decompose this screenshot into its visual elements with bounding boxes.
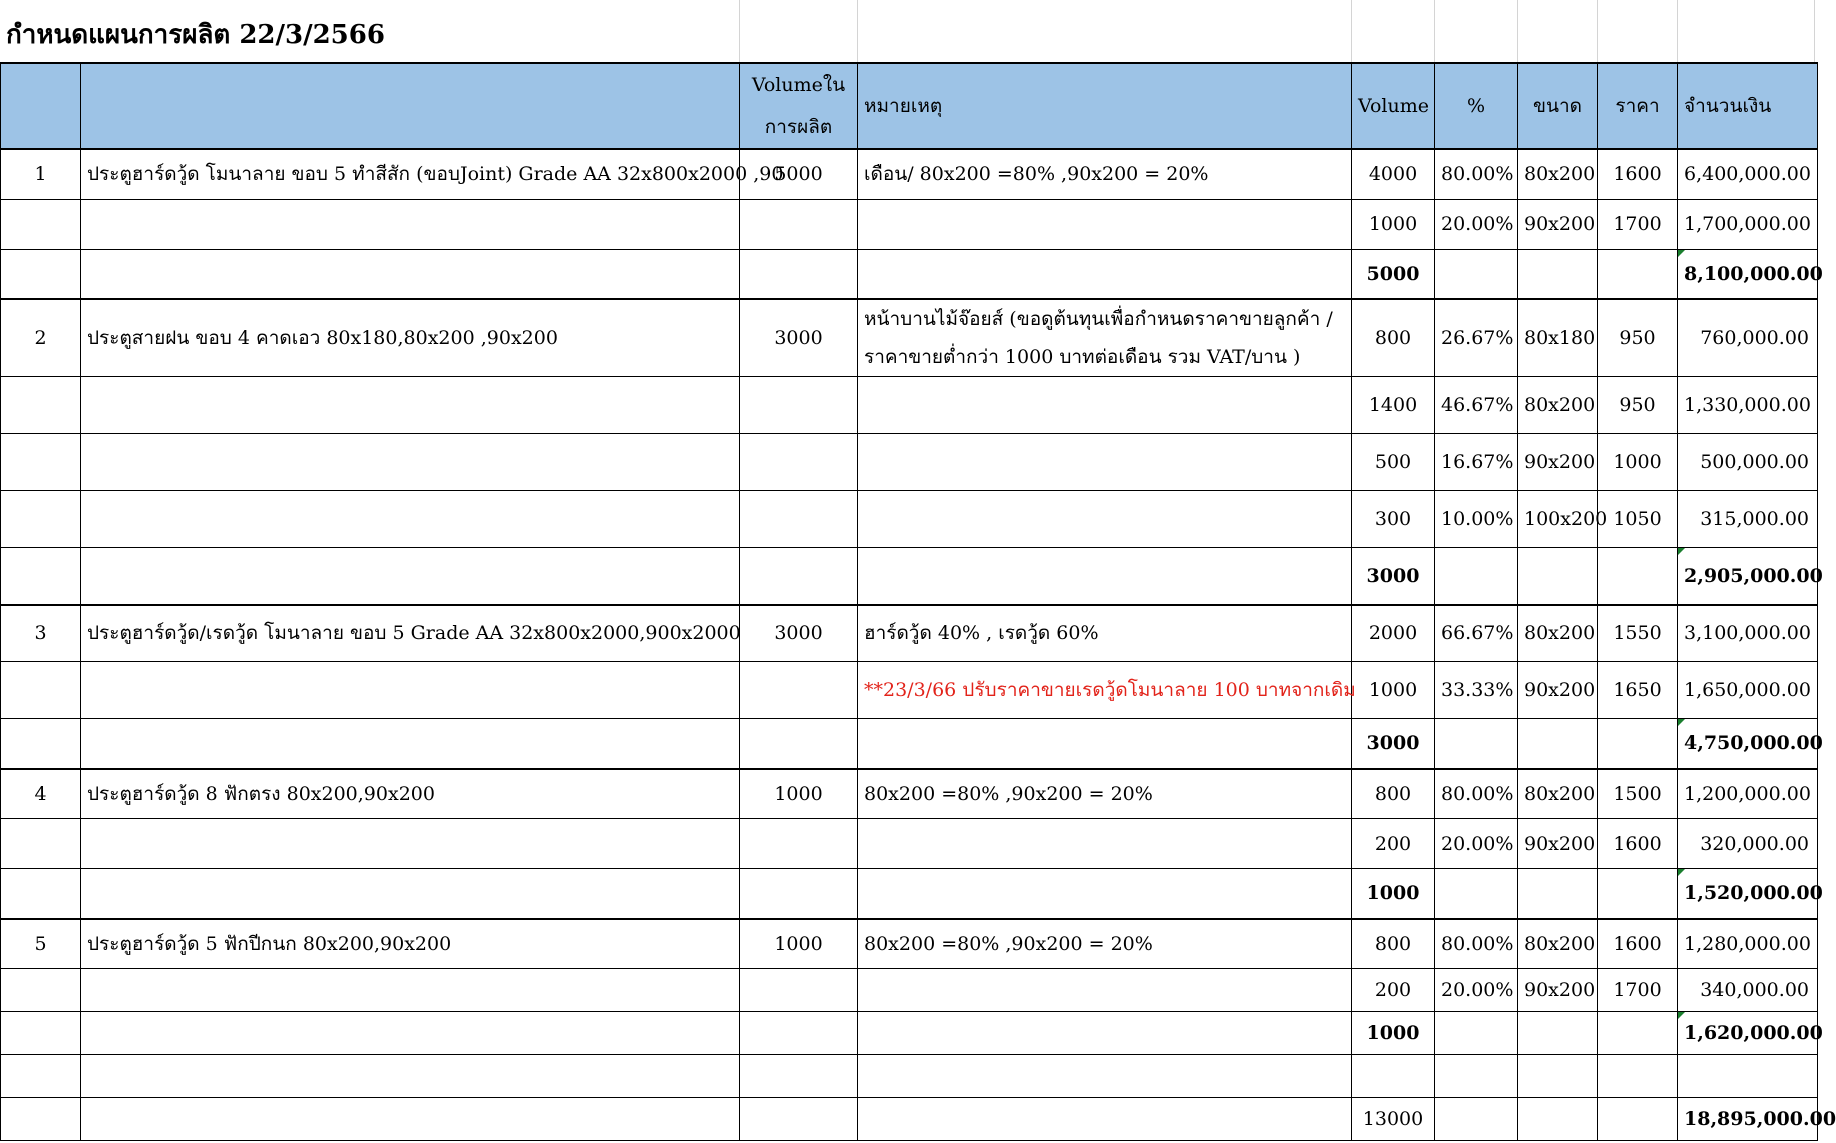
empty-cell[interactable] — [81, 719, 740, 769]
empty-cell[interactable] — [1, 869, 81, 919]
price-cell[interactable]: 1000 — [1598, 434, 1678, 491]
row-number[interactable] — [1, 491, 81, 548]
percent-cell[interactable]: 33.33% — [1435, 662, 1518, 719]
volume-cell[interactable]: 800 — [1352, 919, 1435, 969]
table-row — [1, 149, 1818, 199]
amount-cell[interactable]: 3,100,000.00 — [1678, 605, 1818, 662]
remark-cell[interactable]: 80x200 =80% ,90x200 = 20% — [858, 919, 1352, 969]
item-name[interactable] — [81, 434, 740, 491]
empty-cell[interactable] — [1518, 548, 1598, 605]
percent-cell[interactable]: 80.00% — [1435, 919, 1518, 969]
gridline — [857, 0, 858, 62]
amount-cell[interactable]: 315,000.00 — [1678, 491, 1818, 548]
gridline — [1814, 0, 1815, 62]
row-number[interactable]: 5 — [1, 919, 81, 969]
item-name[interactable]: ประตูฮาร์ดวู้ด 5 ฟักปีกนก 80x200,90x200 — [81, 919, 740, 969]
production-volume[interactable] — [740, 491, 858, 548]
row-number[interactable] — [1, 377, 81, 434]
volume-cell[interactable]: 300 — [1352, 491, 1435, 548]
item-name[interactable] — [81, 491, 740, 548]
price-cell[interactable]: 1550 — [1598, 605, 1678, 662]
price-cell[interactable]: 1600 — [1598, 919, 1678, 969]
empty-cell[interactable] — [1518, 249, 1598, 299]
subtotal-volume[interactable]: 3000 — [1352, 719, 1435, 769]
production-volume[interactable] — [740, 434, 858, 491]
empty-cell[interactable] — [740, 869, 858, 919]
table-row — [1, 662, 1818, 719]
empty-cell[interactable] — [740, 719, 858, 769]
remark-cell[interactable] — [858, 434, 1352, 491]
table-row — [1, 819, 1818, 869]
remark-cell[interactable] — [858, 819, 1352, 869]
production-volume[interactable] — [740, 377, 858, 434]
table-row — [1, 969, 1818, 1012]
percent-cell[interactable]: 26.67% — [1435, 299, 1518, 377]
table-row — [1, 299, 1818, 377]
subtotal-amount[interactable]: 4,750,000.00 — [1678, 719, 1818, 769]
header-price[interactable]: ราคา — [1598, 63, 1678, 149]
amount-cell[interactable]: 6,400,000.00 — [1678, 149, 1818, 199]
subtotal-amount[interactable]: 8,100,000.00 — [1678, 249, 1818, 299]
item-name[interactable]: ประตูฮาร์ดวู้ด โมนาลาย ขอบ 5 ทำสีสัก (ขอบJoint) Grade AA 32x800x2000 ,90 — [81, 149, 740, 199]
empty-cell[interactable] — [1598, 1012, 1678, 1055]
volume-cell[interactable]: 4000 — [1352, 149, 1435, 199]
size-cell[interactable]: 90x200 — [1518, 199, 1598, 249]
gridline — [1351, 0, 1352, 62]
header-prod-volume[interactable]: Volumeในการผลิต — [740, 63, 858, 149]
row-number[interactable]: 1 — [1, 149, 81, 199]
page-title: กำหนดแผนการผลิต 22/3/2566 — [6, 20, 385, 50]
empty-cell[interactable] — [858, 1098, 1352, 1141]
empty-cell[interactable] — [1435, 1055, 1518, 1098]
empty-cell[interactable] — [858, 249, 1352, 299]
production-volume[interactable]: 3000 — [740, 299, 858, 377]
percent-cell[interactable]: 20.00% — [1435, 199, 1518, 249]
header-item[interactable] — [81, 63, 740, 149]
subtotal-volume[interactable]: 5000 — [1352, 249, 1435, 299]
amount-cell[interactable]: 1,280,000.00 — [1678, 919, 1818, 969]
empty-cell[interactable] — [1, 719, 81, 769]
empty-cell[interactable] — [1678, 1055, 1818, 1098]
table-row — [1, 919, 1818, 969]
empty-cell[interactable] — [1518, 1098, 1598, 1141]
empty-cell[interactable] — [1352, 1055, 1435, 1098]
item-name[interactable]: ประตูสายฝน ขอบ 4 คาดเอว 80x180,80x200 ,90x200 — [81, 299, 740, 377]
empty-cell[interactable] — [81, 1098, 740, 1141]
subtotal-amount[interactable]: 2,905,000.00 — [1678, 548, 1818, 605]
subtotal-volume[interactable]: 1000 — [1352, 869, 1435, 919]
size-cell[interactable]: 80x180 — [1518, 299, 1598, 377]
title-row — [0, 0, 1817, 62]
item-name[interactable] — [81, 662, 740, 719]
empty-cell[interactable] — [1435, 249, 1518, 299]
empty-cell[interactable] — [1, 548, 81, 605]
empty-cell[interactable] — [1435, 1012, 1518, 1055]
volume-cell[interactable]: 200 — [1352, 969, 1435, 1012]
table-body — [1, 149, 1836, 1141]
size-cell[interactable]: 90x200 — [1518, 434, 1598, 491]
empty-cell[interactable] — [81, 548, 740, 605]
size-cell[interactable]: 80x200 — [1518, 919, 1598, 969]
header-percent[interactable]: % — [1435, 63, 1518, 149]
subtotal-row — [1, 719, 1818, 769]
remark-cell[interactable] — [858, 199, 1352, 249]
empty-cell[interactable] — [1435, 548, 1518, 605]
size-cell[interactable]: 100x200 — [1518, 491, 1598, 548]
empty-cell[interactable] — [81, 1012, 740, 1055]
empty-cell[interactable] — [1518, 1055, 1598, 1098]
empty-cell[interactable] — [1, 249, 81, 299]
empty-cell[interactable] — [1, 1098, 81, 1141]
volume-cell[interactable]: 1000 — [1352, 199, 1435, 249]
empty-cell[interactable] — [740, 1098, 858, 1141]
price-cell[interactable]: 950 — [1598, 377, 1678, 434]
empty-cell[interactable] — [1598, 249, 1678, 299]
size-cell[interactable]: 90x200 — [1518, 662, 1598, 719]
table-row — [1, 199, 1818, 249]
size-cell[interactable]: 80x200 — [1518, 377, 1598, 434]
row-number[interactable] — [1, 662, 81, 719]
empty-cell[interactable] — [858, 1055, 1352, 1098]
subtotal-amount[interactable]: 1,620,000.00 — [1678, 1012, 1818, 1055]
production-volume[interactable] — [740, 819, 858, 869]
empty-cell[interactable] — [1, 1012, 81, 1055]
subtotal-row — [1, 249, 1818, 299]
remark-cell[interactable] — [858, 377, 1352, 434]
empty-cell[interactable] — [1435, 719, 1518, 769]
gridline — [1677, 0, 1678, 62]
row-number[interactable] — [1, 969, 81, 1012]
header-no[interactable] — [1, 63, 81, 149]
percent-cell[interactable]: 20.00% — [1435, 819, 1518, 869]
empty-cell[interactable] — [81, 249, 740, 299]
empty-cell[interactable] — [740, 1055, 858, 1098]
size-cell[interactable]: 90x200 — [1518, 969, 1598, 1012]
empty-cell[interactable] — [1518, 869, 1598, 919]
subtotal-row — [1, 548, 1818, 605]
grand-total-amount[interactable]: 18,895,000.00 — [1678, 1098, 1818, 1141]
percent-cell[interactable]: 20.00% — [1435, 969, 1518, 1012]
grand-total-row — [1, 1098, 1818, 1141]
size-cell[interactable]: 90x200 — [1518, 819, 1598, 869]
size-cell[interactable]: 80x200 — [1518, 769, 1598, 819]
row-number[interactable] — [1, 434, 81, 491]
item-name[interactable] — [81, 377, 740, 434]
remark-cell[interactable]: 80x200 =80% ,90x200 = 20% — [858, 769, 1352, 819]
amount-cell[interactable]: 1,330,000.00 — [1678, 377, 1818, 434]
empty-cell[interactable] — [1435, 1098, 1518, 1141]
empty-cell[interactable] — [1435, 869, 1518, 919]
empty-cell[interactable] — [1518, 1012, 1598, 1055]
gridline — [1434, 0, 1435, 62]
blank-row — [1, 1055, 1818, 1098]
table-row — [1, 491, 1818, 548]
volume-cell[interactable]: 800 — [1352, 299, 1435, 377]
empty-cell[interactable] — [1598, 869, 1678, 919]
empty-cell[interactable] — [1598, 1098, 1678, 1141]
row-number[interactable]: 4 — [1, 769, 81, 819]
subtotal-amount[interactable]: 1,520,000.00 — [1678, 869, 1818, 919]
empty-cell[interactable] — [1598, 1055, 1678, 1098]
amount-cell[interactable]: 1,200,000.00 — [1678, 769, 1818, 819]
volume-cell[interactable]: 500 — [1352, 434, 1435, 491]
production-volume[interactable]: 1000 — [740, 769, 858, 819]
price-cell[interactable]: 1650 — [1598, 662, 1678, 719]
row-number[interactable] — [1, 199, 81, 249]
production-volume[interactable] — [740, 662, 858, 719]
empty-cell[interactable] — [1518, 719, 1598, 769]
volume-cell[interactable]: 2000 — [1352, 605, 1435, 662]
production-volume[interactable]: 3000 — [740, 605, 858, 662]
item-name[interactable] — [81, 199, 740, 249]
row-number[interactable]: 2 — [1, 299, 81, 377]
empty-cell[interactable] — [1, 1055, 81, 1098]
price-cell[interactable]: 1700 — [1598, 969, 1678, 1012]
amount-cell[interactable]: 1,700,000.00 — [1678, 199, 1818, 249]
amount-cell[interactable]: 500,000.00 — [1678, 434, 1818, 491]
empty-cell[interactable] — [858, 869, 1352, 919]
percent-cell[interactable]: 46.67% — [1435, 377, 1518, 434]
empty-cell[interactable] — [1598, 548, 1678, 605]
size-cell[interactable]: 80x200 — [1518, 605, 1598, 662]
empty-cell[interactable] — [858, 719, 1352, 769]
table-row — [1, 769, 1818, 819]
amount-cell[interactable]: 340,000.00 — [1678, 969, 1818, 1012]
empty-cell[interactable] — [740, 1012, 858, 1055]
price-cell[interactable]: 1600 — [1598, 819, 1678, 869]
gridline — [1517, 0, 1518, 62]
production-plan-table — [0, 62, 1836, 1141]
remark-cell[interactable] — [858, 969, 1352, 1012]
header-size[interactable]: ขนาด — [1518, 63, 1598, 149]
empty-cell[interactable] — [858, 1012, 1352, 1055]
subtotal-volume[interactable]: 1000 — [1352, 1012, 1435, 1055]
gridline — [1597, 0, 1598, 62]
price-cell[interactable]: 1500 — [1598, 769, 1678, 819]
remark-cell[interactable]: หน้าบานไม้จ๊อยส์ (ขอดูต้นทุนเพื่อกำหนดราคาขายลูกค้า / ราคาขายต่ำกว่า 1000 บาทต่อเดือน รวม VAT/บาน ) — [858, 299, 1352, 377]
item-name[interactable]: ประตูฮาร์ดวู้ด/เรดวู้ด โมนาลาย ขอบ 5 Grade AA 32x800x2000,900x2000 — [81, 605, 740, 662]
item-name[interactable]: ประตูฮาร์ดวู้ด 8 ฟักตรง 80x200,90x200 — [81, 769, 740, 819]
volume-cell[interactable]: 200 — [1352, 819, 1435, 869]
price-cell[interactable]: 1050 — [1598, 491, 1678, 548]
subtotal-volume[interactable]: 3000 — [1352, 548, 1435, 605]
percent-cell[interactable]: 80.00% — [1435, 149, 1518, 199]
row-number[interactable] — [1, 819, 81, 869]
percent-cell[interactable]: 10.00% — [1435, 491, 1518, 548]
size-cell[interactable]: 80x200 — [1518, 149, 1598, 199]
empty-cell[interactable] — [1598, 719, 1678, 769]
remark-note[interactable]: **23/3/66 ปรับราคาขายเรดวู้ดโมนาลาย 100 บาทจากเดิม — [858, 662, 1352, 719]
empty-cell[interactable] — [740, 249, 858, 299]
remark-cell[interactable]: ฮาร์ดวู้ด 40% , เรดวู้ด 60% — [858, 605, 1352, 662]
volume-cell[interactable]: 800 — [1352, 769, 1435, 819]
item-name[interactable] — [81, 969, 740, 1012]
production-volume[interactable] — [740, 199, 858, 249]
empty-cell[interactable] — [740, 548, 858, 605]
row-number[interactable]: 3 — [1, 605, 81, 662]
amount-cell[interactable]: 760,000.00 — [1678, 299, 1818, 377]
price-cell[interactable]: 1600 — [1598, 149, 1678, 199]
percent-cell[interactable]: 80.00% — [1435, 769, 1518, 819]
header-remark[interactable]: หมายเหตุ — [858, 63, 1352, 149]
volume-cell[interactable]: 1400 — [1352, 377, 1435, 434]
remark-cell[interactable] — [858, 491, 1352, 548]
production-volume[interactable]: 5000 — [740, 149, 858, 199]
production-volume[interactable] — [740, 969, 858, 1012]
amount-cell[interactable]: 1,650,000.00 — [1678, 662, 1818, 719]
price-cell[interactable]: 950 — [1598, 299, 1678, 377]
subtotal-row — [1, 1012, 1818, 1055]
amount-cell[interactable]: 320,000.00 — [1678, 819, 1818, 869]
remark-cell[interactable]: เดือน/ 80x200 =80% ,90x200 = 20% — [858, 149, 1352, 199]
table-row — [1, 434, 1818, 491]
table-row — [1, 605, 1818, 662]
price-cell[interactable]: 1700 — [1598, 199, 1678, 249]
gridline — [739, 0, 740, 62]
grand-total-volume[interactable]: 13000 — [1352, 1098, 1435, 1141]
volume-cell[interactable]: 1000 — [1352, 662, 1435, 719]
item-name[interactable] — [81, 819, 740, 869]
production-volume[interactable]: 1000 — [740, 919, 858, 969]
percent-cell[interactable]: 66.67% — [1435, 605, 1518, 662]
subtotal-row — [1, 869, 1818, 919]
percent-cell[interactable]: 16.67% — [1435, 434, 1518, 491]
header-amount[interactable]: จำนวนเงิน — [1678, 63, 1818, 149]
table-row — [1, 377, 1818, 434]
header-volume[interactable]: Volume — [1352, 63, 1435, 149]
empty-cell[interactable] — [81, 869, 740, 919]
header-row — [1, 63, 1818, 149]
empty-cell[interactable] — [858, 548, 1352, 605]
empty-cell[interactable] — [81, 1055, 740, 1098]
